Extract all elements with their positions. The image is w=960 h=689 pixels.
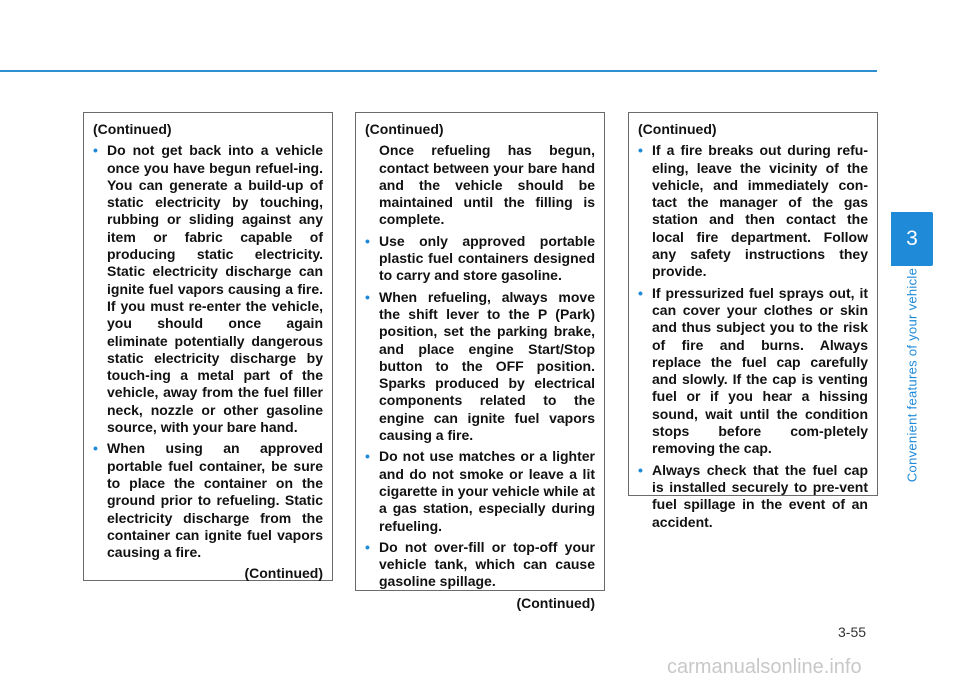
bullet-icon: •: [365, 232, 370, 249]
list-item: • When using an approved portable fuel container, be sure to place the container on the ground prior to refueling. Static electricity discharge from the container can ignite fuel vapors causing a fire.: [93, 440, 323, 561]
bullet-icon: •: [638, 284, 643, 301]
warning-box-column-1: [83, 112, 333, 581]
bullet-icon: •: [93, 142, 98, 159]
continued-footer: (Continued): [244, 565, 323, 582]
warning-list: [364, 233, 595, 591]
list-item: • When refueling, always move the shift lever to the P (Park) position, set the parking brake, and place engine Start/Stop button to the OFF position. Sparks produced by electrical components related to the engine can ignite fuel vapors causing a fire.: [365, 288, 595, 444]
lead-paragraph: Once refueling has begun, contact between your bare hand and the vehicle should be maintained until the filling is complete.: [379, 142, 595, 228]
chapter-title: Convenient features of your vehicle: [904, 267, 920, 483]
watermark: carmanualsonline.info: [667, 656, 862, 678]
bullet-icon: •: [638, 142, 643, 159]
continued-heading: (Continued): [93, 121, 172, 137]
header-rule: [0, 70, 877, 72]
list-item: • Do not use matches or a lighter and do not smoke or leave a lit cigarette in your vehicle while at a gas station, especially during refueling.: [365, 448, 595, 534]
chapter-number: 3: [906, 227, 918, 250]
list-item: • Do not get back into a vehicle once you have begun refuel-ing. You can generate a build-up of static electricity by touching, rubbing or sliding against any item or fabric capable of producing static electricity. Static electricity discharge can ignite fuel vapors causing a fire. If you must re-enter the vehicle, you should once again eliminate potentially dangerous static electricity discharge by touch-ing a metal part of the vehicle, away from the fuel filler neck, nozzle or other gasoline source, with your bare hand.: [93, 142, 323, 436]
warning-list: [637, 142, 868, 531]
warning-box-column-3: [628, 112, 878, 530]
chapter-tab: [891, 212, 933, 266]
continued-heading: (Continued): [638, 121, 717, 137]
list-item: • If a fire breaks out during refu-eling, leave the vicinity of the vehicle, and immediately con-tact the manager of the gas station and then contact the local fire department. Follow any safety instructions they provide.: [638, 142, 868, 280]
list-item: • Use only approved portable plastic fuel containers designed to carry and store gasoline.: [365, 232, 595, 284]
continued-heading: (Continued): [365, 121, 444, 137]
bullet-icon: •: [365, 538, 370, 555]
bullet-icon: •: [93, 440, 98, 457]
warning-list: [92, 142, 323, 561]
list-item: • Do not over-fill or top-off your vehicle tank, which can cause gasoline spillage.: [365, 538, 595, 590]
bullet-icon: •: [365, 448, 370, 465]
bullet-icon: •: [365, 288, 370, 305]
list-item: • Always check that the fuel cap is installed securely to pre-vent fuel spillage in the event of an accident.: [638, 461, 868, 530]
bullet-icon: •: [638, 461, 643, 478]
continued-footer: (Continued): [516, 594, 595, 611]
page-number: 3-55: [838, 624, 867, 640]
list-item: • If pressurized fuel sprays out, it can cover your clothes or skin and thus subject you to the risk of fire and burns. Always replace the fuel cap carefully and slowly. If the cap is venting fuel or if you hear a hissing sound, wait until the condition stops before com-pletely removing the cap.: [638, 284, 868, 457]
warning-box-column-2: [355, 112, 605, 611]
